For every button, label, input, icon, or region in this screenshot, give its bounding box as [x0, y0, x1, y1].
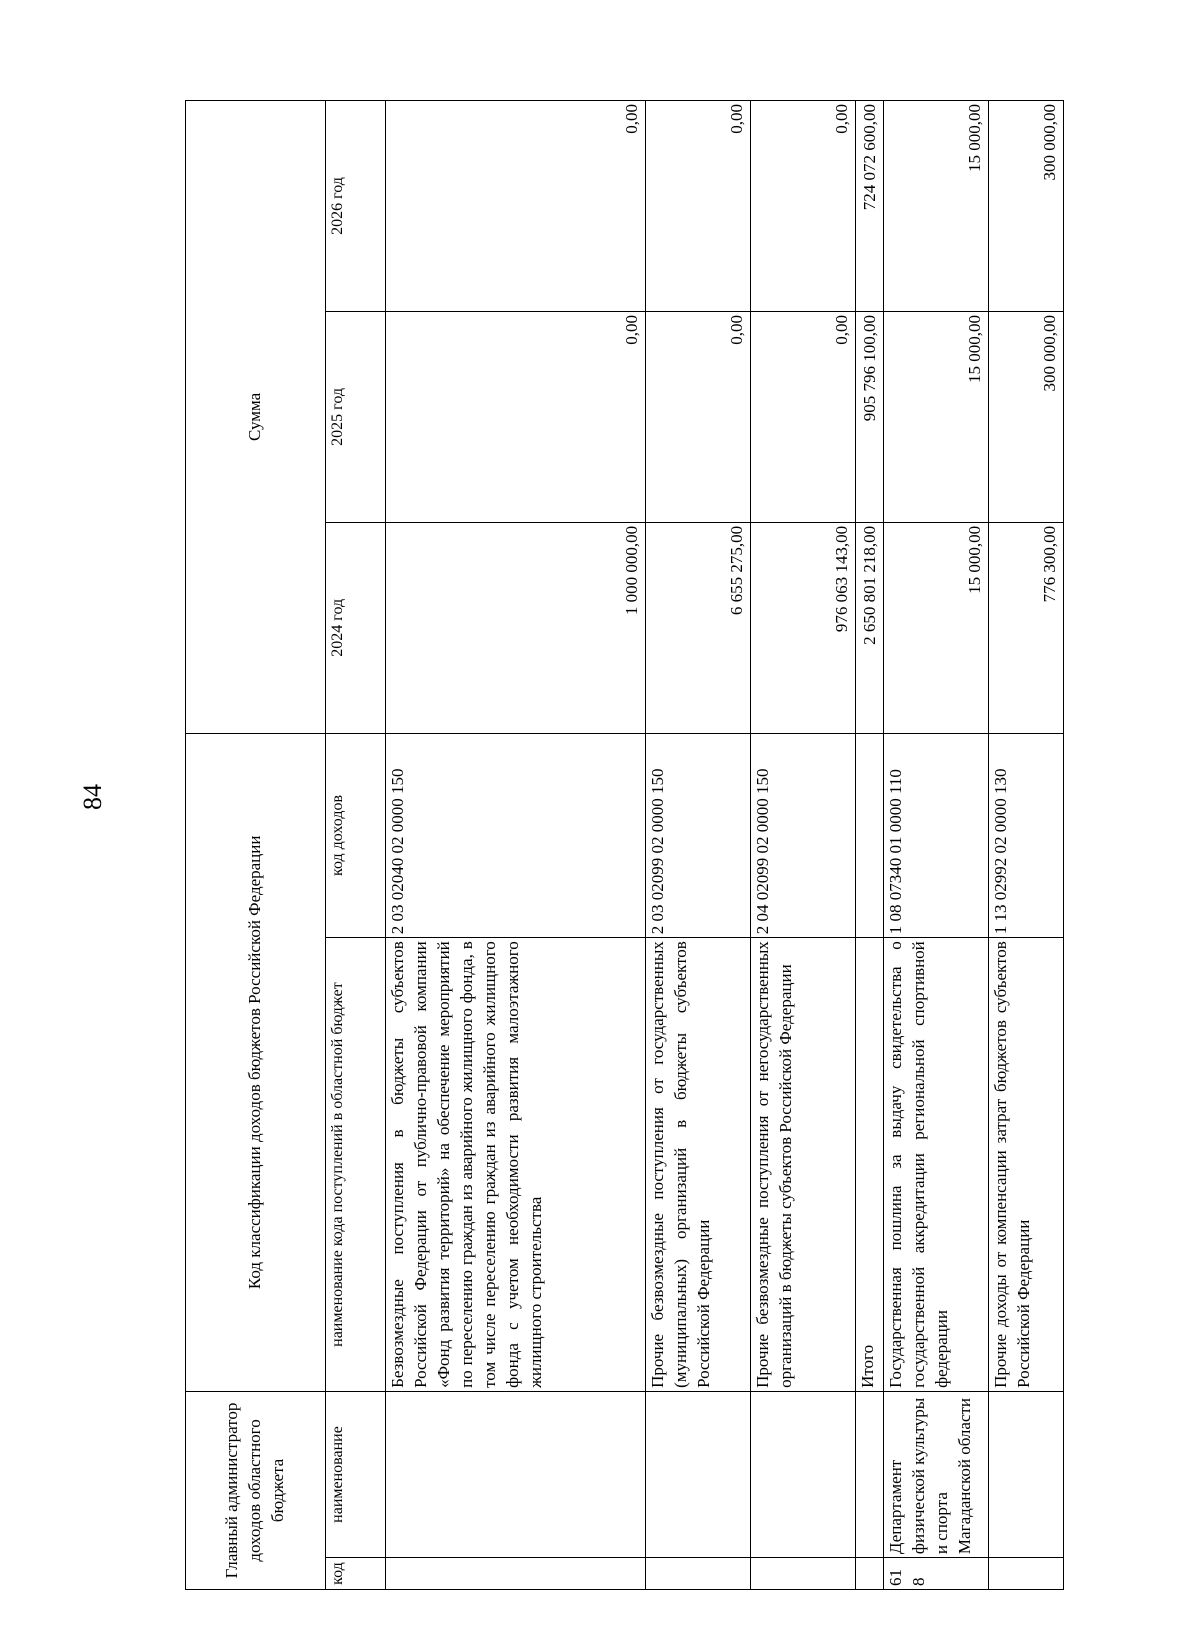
cell-admin — [856, 1391, 884, 1557]
cell-2024: 776 300,00 — [989, 522, 1064, 733]
cell-2026: 15 000,00 — [884, 101, 989, 312]
cell-desc: Прочие доходы от компенсации затрат бюджетов субъектов Российской Федерации — [989, 938, 1064, 1392]
cell-kod — [646, 1558, 751, 1590]
cell-admin: Департамент физической культуры и спорта Магаданской области — [884, 1391, 989, 1557]
cell-2024: 2 650 801 218,00 — [856, 522, 884, 733]
header-naimenovanie: наименование — [326, 1391, 386, 1557]
table-row — [989, 101, 1064, 1590]
cell-admin — [751, 1391, 856, 1557]
cell-code: 2 03 02040 02 0000 150 — [386, 733, 646, 938]
header-income-name: наименование кода поступлений в областной бюджет — [326, 938, 386, 1392]
cell-kod: 618 — [884, 1558, 989, 1590]
table-row — [751, 101, 856, 1590]
page-number: 84 — [78, 784, 107, 810]
cell-2025: 905 796 100,00 — [856, 311, 884, 522]
header-classification-group: Код классификации доходов бюджетов Российской Федерации — [186, 733, 326, 1391]
cell-desc: Прочие безвозмездные поступления от государственных (муниципальных) организаций в бюджеты субъектов Российской Федерации — [646, 938, 751, 1392]
cell-admin — [646, 1391, 751, 1557]
cell-admin — [386, 1391, 646, 1557]
header-kod: код — [326, 1558, 386, 1590]
cell-2024: 976 063 143,00 — [751, 522, 856, 733]
cell-2024: 1 000 000,00 — [386, 522, 646, 733]
cell-kod — [386, 1558, 646, 1590]
cell-2026: 0,00 — [646, 101, 751, 312]
cell-2025: 0,00 — [386, 311, 646, 522]
cell-2026: 0,00 — [751, 101, 856, 312]
cell-desc: Государственная пошлина за выдачу свидетельства о государственной аккредитации региональной спортивной федерации — [884, 938, 989, 1392]
cell-code: 2 04 02099 02 0000 150 — [751, 733, 856, 938]
cell-desc: Прочие безвозмездные поступления от негосударственных организаций в бюджеты субъектов Российской Федерации — [751, 938, 856, 1392]
table-subheader-row — [326, 101, 386, 1590]
cell-2025: 300 000,00 — [989, 311, 1064, 522]
cell-2026: 300 000,00 — [989, 101, 1064, 312]
header-income-code: код доходов — [326, 733, 386, 938]
cell-2025: 0,00 — [646, 311, 751, 522]
cell-desc: Итого — [856, 938, 884, 1392]
cell-code: 1 08 07340 01 0000 110 — [884, 733, 989, 938]
cell-code: 2 03 02099 02 0000 150 — [646, 733, 751, 938]
header-year-2026: 2026 год — [326, 101, 386, 312]
header-year-2025: 2025 год — [326, 311, 386, 522]
header-admin-group: Главный администратор доходов областного бюджета — [186, 1391, 326, 1589]
cell-2024: 6 655 275,00 — [646, 522, 751, 733]
rotated-table-container — [185, 100, 1065, 1590]
header-year-2024: 2024 год — [326, 522, 386, 733]
cell-kod — [989, 1558, 1064, 1590]
cell-2025: 0,00 — [751, 311, 856, 522]
cell-code: 1 13 02992 02 0000 130 — [989, 733, 1064, 938]
table-row-total — [856, 101, 884, 1590]
income-table — [185, 100, 1064, 1590]
cell-kod — [856, 1558, 884, 1590]
cell-2026: 724 072 600,00 — [856, 101, 884, 312]
header-sum-group: Сумма — [186, 101, 326, 734]
table-header-row — [186, 101, 326, 1590]
cell-2026: 0,00 — [386, 101, 646, 312]
cell-kod — [751, 1558, 856, 1590]
cell-2025: 15 000,00 — [884, 311, 989, 522]
cell-2024: 15 000,00 — [884, 522, 989, 733]
table-row — [884, 101, 989, 1590]
cell-desc: Безвозмездные поступления в бюджеты субъектов Российской Федерации от публично-правовой компании «Фонд развития территорий» на обеспечение мероприятий по переселению граждан из аварийного жилищного фонда, в том числе переселению граждан из аварийного жилищного фонда с учетом необходимости развития малоэтажного жилищного строительства — [386, 938, 646, 1392]
cell-admin — [989, 1391, 1064, 1557]
table-row — [646, 101, 751, 1590]
table-row — [386, 101, 646, 1590]
cell-code — [856, 733, 884, 938]
